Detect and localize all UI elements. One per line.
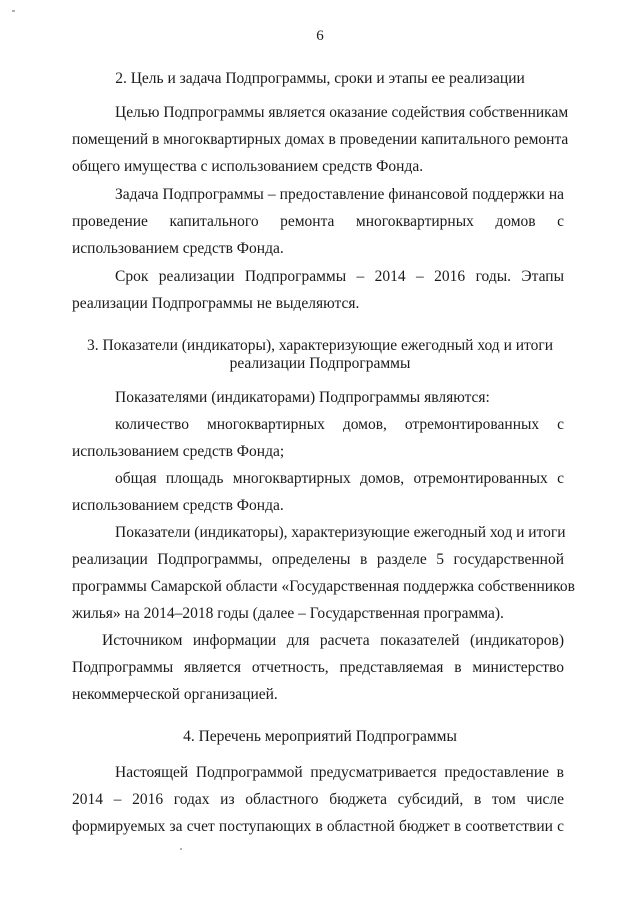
section-3-heading-continued: реализации Подпрограммы (229, 355, 411, 372)
paragraph-line: Подпрограммы является отчетность, представляемая в министерство (72, 659, 564, 676)
paragraph-line: помещений в многоквартирных домах в проведении капитального ремонта (72, 131, 569, 148)
section-2-heading: 2. Цель и задача Подпрограммы, сроки и этапы ее реализации (115, 70, 525, 87)
paragraph-line: программы Самарской области «Государственная поддержка собственников (72, 578, 575, 595)
paragraph-line: некоммерческой организацией. (72, 686, 278, 703)
section-3-heading: 3. Показатели (индикаторы), характеризующие ежегодный ход и итоги (86, 337, 554, 354)
section-4-heading: 4. Перечень мероприятий Подпрограммы (183, 728, 457, 745)
scan-mark (180, 848, 182, 850)
paragraph-line: 2014 – 2016 годах из областного бюджета субсидий, в том числе (72, 791, 564, 808)
paragraph-line: использованием средств Фонда; (72, 443, 285, 460)
paragraph-line: Срок реализации Подпрограммы – 2014 – 2016 годы. Этапы (115, 268, 564, 285)
paragraph-line: общая площадь многоквартирных домов, отремонтированных с (115, 470, 564, 487)
paragraph-line: использованием средств Фонда. (72, 497, 284, 514)
paragraph-line: количество многоквартирных домов, отремонтированных с (115, 416, 564, 433)
paragraph-line: проведение капитального ремонта многоквартирных домов с (72, 213, 564, 230)
paragraph-line: Целью Подпрограммы является оказание содействия собственникам (115, 104, 569, 121)
paragraph-line: Настоящей Подпрограммой предусматривается предоставление в (115, 764, 564, 781)
paragraph-line: реализации Подпрограммы, определены в разделе 5 государственной (72, 551, 564, 568)
paragraph-line: формируемых за счет поступающих в областной бюджет в соответствии с (72, 818, 564, 835)
paragraph-line: общего имущества с использованием средств Фонда. (72, 158, 424, 175)
scan-mark (12, 10, 15, 12)
paragraph-line: реализации Подпрограммы не выделяются. (72, 295, 360, 312)
paragraph-line: жилья» на 2014–2018 годы (далее – Государственная программа). (72, 605, 504, 622)
paragraph-line: Показатели (индикаторы), характеризующие ежегодный ход и итоги (115, 524, 566, 541)
paragraph-line: использованием средств Фонда. (72, 240, 284, 257)
paragraph-line: Источником информации для расчета показателей (индикаторов) (102, 632, 564, 649)
page-number: 6 (316, 28, 324, 44)
paragraph-line: Показателями (индикаторами) Подпрограммы являются: (115, 389, 490, 406)
paragraph-line: Задача Подпрограммы – предоставление финансовой поддержки на (115, 186, 564, 203)
